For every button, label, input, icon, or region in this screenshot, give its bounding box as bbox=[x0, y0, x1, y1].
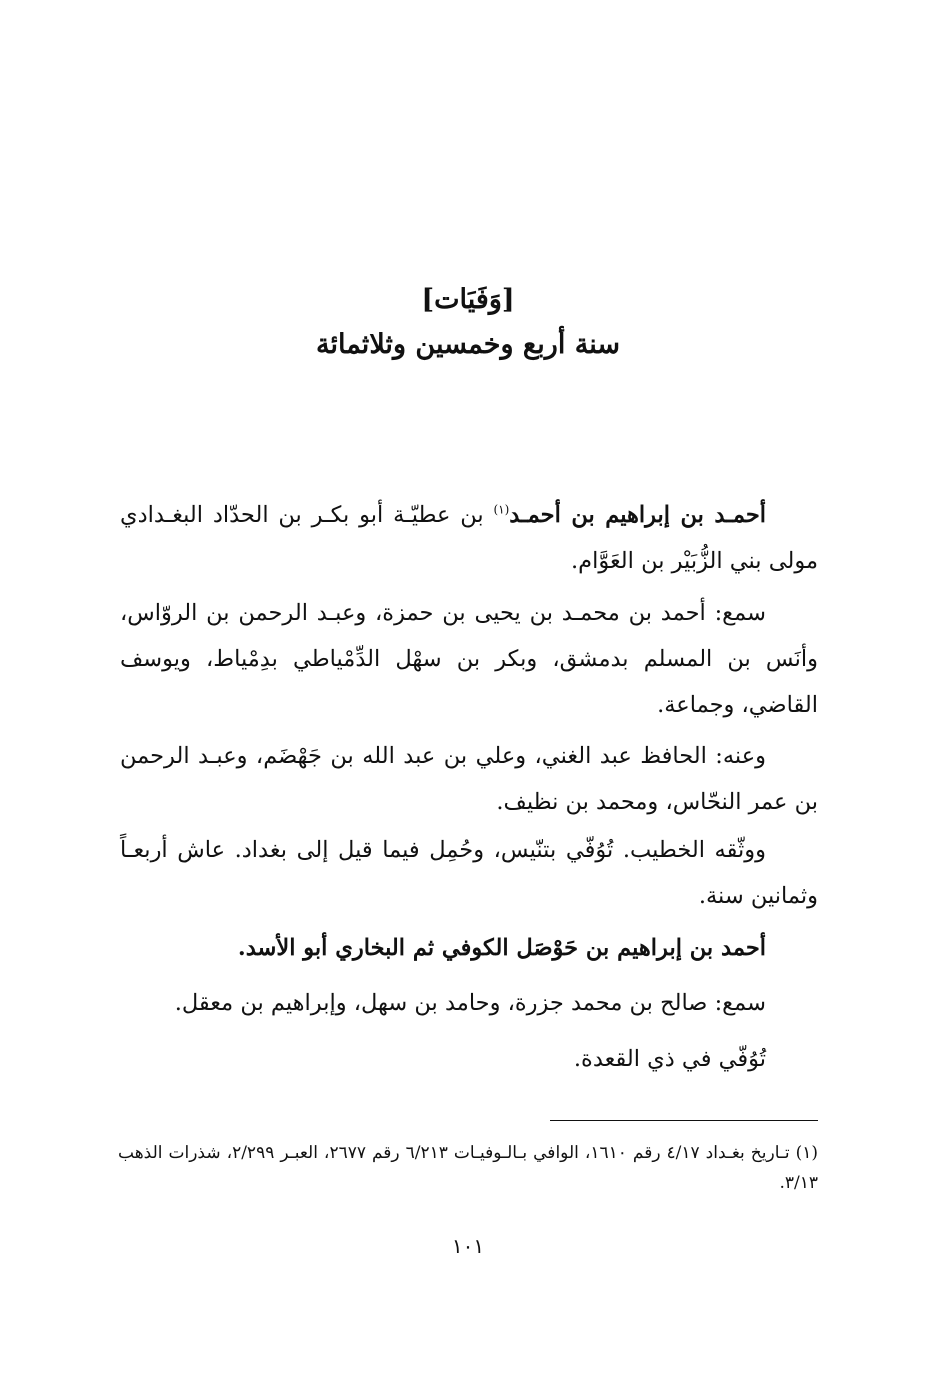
entry2-death: تُوُفّي في ذي القعدة. bbox=[573, 1046, 766, 1072]
entry1-heard: سمع: أحمد بن محمـد بن يحيى بن حمزة، وعبـد الرحمن بن الروّاس، وأنَس بن المسلم بدمشق، وبكر بن سهْل الدِّمْياطي بدِمْياط، ويوسف القاضي، وجماعة. bbox=[120, 600, 818, 718]
footnote-divider bbox=[550, 1120, 818, 1121]
entry2-header bbox=[120, 925, 818, 971]
entry1-bio: بن عطيّـة أبو بكـر بن الحدّاد البغـدادي مولى بني الزُّبَيْر بن العَوَّام. bbox=[120, 502, 818, 574]
section-title: [وَفَيَات] bbox=[421, 284, 515, 315]
entry2-name: أحمد بن إبراهيم بن حَوْصَل الكوفي ثم البخاري أبو الأسد. bbox=[237, 935, 766, 961]
footnote-ref: (١) bbox=[493, 502, 510, 517]
footnote: (١) تـاريخ بغـداد ٤/١٧ رقم ١٦١٠، الوافي بـالـوفيـات ٦/٢١٣ رقم ٢٦٧٧، العبـر ٢/٢٩٩، شذرات الذهب ٣/١٣. bbox=[118, 1143, 819, 1193]
entry1-death: ووثّقه الخطيب. تُوُفّي بتنّيس، وحُمِل فيما قيل إلى بغداد. عاش أربعـاً وثمانين سنة. bbox=[120, 837, 818, 909]
page-number: ١٠١ bbox=[451, 1234, 485, 1258]
entry1-name: أحمـد بن إبراهيم بن أحمـد bbox=[509, 502, 767, 528]
year-title: سنة أربع وخمسين وثلاثمائة bbox=[315, 329, 620, 360]
entry1-header bbox=[120, 492, 818, 584]
entry1-from-him: وعنه: الحافظ عبد الغني، وعلي بن عبد الله بن جَهْضَم، وعبـد الرحمن بن عمر النحّاس، ومحمد بن نظيف. bbox=[120, 743, 818, 815]
entry2-heard: سمع: صالح بن محمد جزرة، وحامد بن سهل، وإبراهيم بن معقل. bbox=[174, 990, 766, 1016]
